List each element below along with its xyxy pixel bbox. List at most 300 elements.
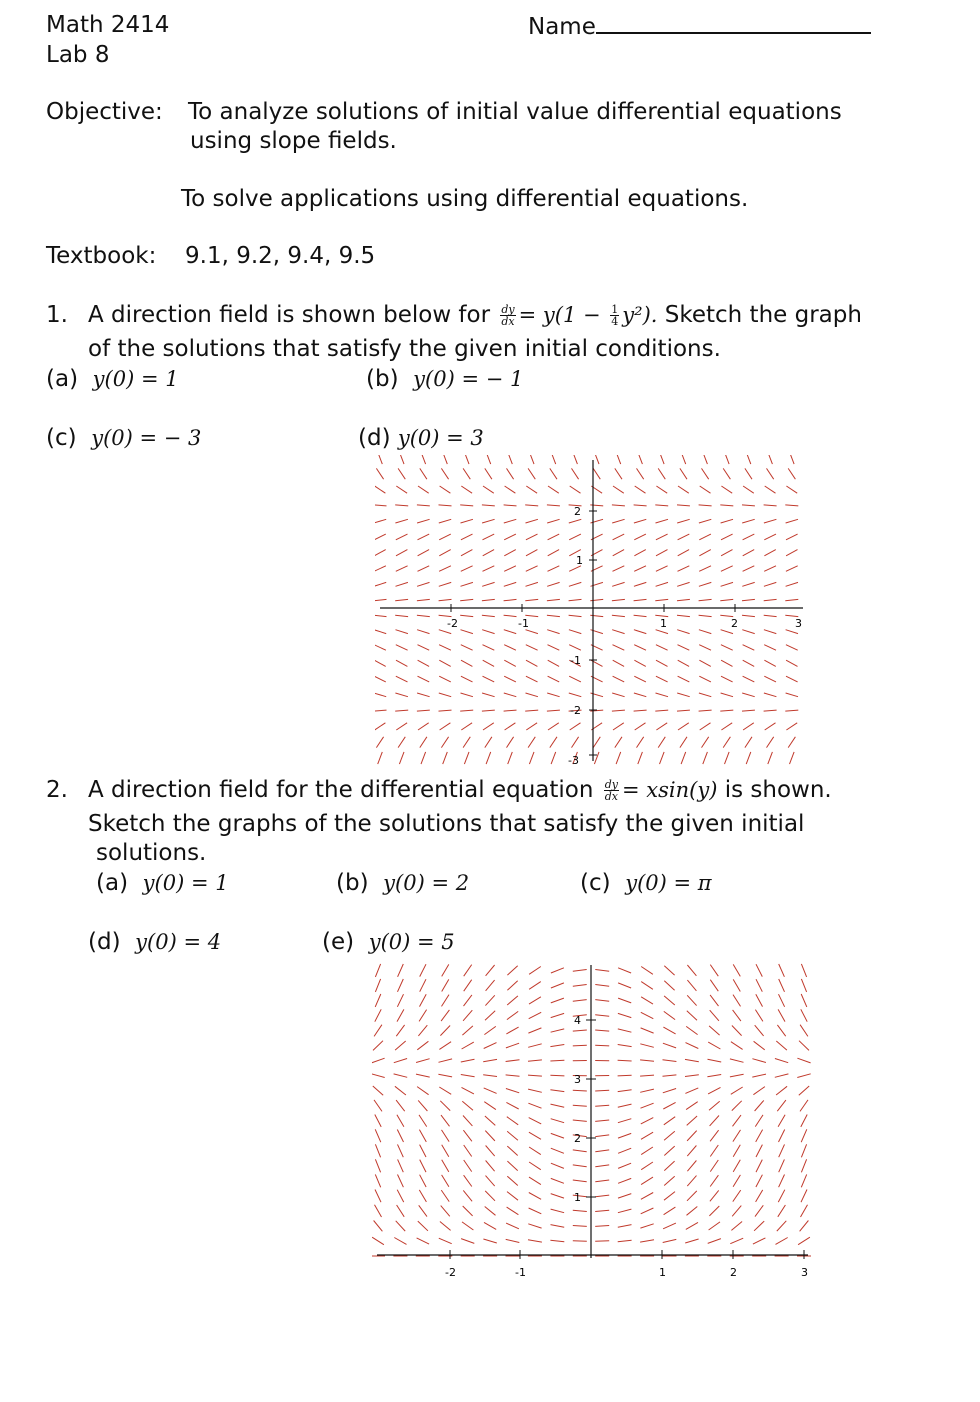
slope-segment — [418, 1100, 427, 1111]
slope-segment — [396, 566, 408, 572]
slope-segment — [550, 1075, 564, 1076]
slope-segment — [638, 752, 643, 764]
slope-segment — [618, 983, 631, 988]
slope-segment — [618, 998, 631, 1003]
slope-segment — [398, 1159, 404, 1172]
slope-segment — [573, 1105, 587, 1106]
slope-segment — [640, 1044, 654, 1048]
slope-segment — [641, 1208, 654, 1214]
slope-segment — [464, 1160, 472, 1172]
slope-segment — [417, 505, 430, 506]
slope-segment — [755, 1115, 763, 1127]
slope-segment — [730, 1059, 744, 1062]
problem-1-equation-end: y²). — [622, 303, 658, 327]
slope-segment — [678, 660, 689, 666]
slope-segment — [417, 693, 430, 697]
slope-segment — [547, 519, 559, 523]
name-field — [528, 12, 871, 40]
slope-segment — [375, 615, 387, 616]
slope-segment — [526, 566, 538, 572]
slope-segment — [634, 645, 646, 651]
slope-segment — [441, 468, 448, 479]
slope-segment — [656, 630, 668, 634]
slope-segment — [573, 985, 587, 987]
slope-segment — [526, 534, 538, 540]
slope-segment — [635, 723, 646, 730]
slope-segment — [710, 1130, 719, 1141]
slope-segment — [551, 1178, 564, 1183]
slope-segment — [660, 455, 665, 464]
slope-segment — [396, 645, 408, 651]
slope-segment — [656, 534, 668, 540]
slope-segment — [742, 599, 755, 600]
x-tick-label: -1 — [515, 1266, 526, 1279]
slope-segment — [677, 615, 690, 616]
slope-segment — [569, 599, 582, 600]
slope-segment — [528, 1089, 542, 1092]
slope-segment — [612, 519, 624, 523]
slope-segment — [656, 660, 668, 666]
slope-segment — [462, 1101, 473, 1110]
slope-segment — [725, 455, 730, 464]
slope-segment — [778, 1190, 785, 1202]
slope-segment — [788, 468, 795, 479]
slope-segment — [764, 615, 777, 616]
slope-segment — [733, 1190, 741, 1202]
slope-segment — [528, 1103, 541, 1108]
slope-segment — [526, 486, 537, 493]
slope-segment — [461, 582, 473, 586]
slope-segment — [461, 1075, 475, 1077]
slope-segment — [395, 693, 408, 697]
slope-segment — [439, 1087, 451, 1094]
slope-segment — [550, 1090, 564, 1092]
slope-segment — [551, 1163, 564, 1168]
slope-segment — [547, 599, 560, 600]
slope-segment — [595, 1150, 609, 1152]
slope-segment — [779, 1130, 785, 1143]
slope-segment — [460, 710, 473, 711]
slope-segment — [529, 1118, 542, 1124]
slope-segment — [764, 710, 777, 711]
slope-segment — [756, 1175, 763, 1187]
slope-segment — [779, 1144, 785, 1157]
slope-segment — [764, 534, 776, 540]
y-ticks — [574, 1014, 596, 1204]
slope-segment — [591, 519, 604, 523]
slope-segment — [551, 1225, 565, 1228]
slope-segment — [372, 1074, 385, 1078]
slope-segment — [656, 693, 669, 697]
slope-segment — [372, 1237, 384, 1245]
slope-segment — [786, 566, 798, 572]
slope-segment — [615, 737, 622, 748]
slope-segment — [663, 1089, 676, 1093]
slope-segment — [767, 468, 774, 479]
slope-segment — [699, 550, 710, 556]
slope-segment — [799, 1041, 809, 1051]
slope-segment — [507, 1131, 518, 1140]
x-tick-label: 3 — [795, 617, 802, 630]
slope-segment — [439, 630, 451, 634]
slope-segment — [656, 566, 668, 572]
slope-segment — [504, 645, 516, 651]
slope-segment — [484, 1043, 497, 1049]
slope-segment — [595, 1120, 609, 1121]
slope-segment — [743, 676, 755, 682]
slope-segment — [590, 615, 603, 616]
slope-segment — [485, 1191, 495, 1201]
slope-segment — [699, 630, 711, 634]
slope-segment — [678, 486, 689, 493]
slope-segment — [394, 1074, 408, 1077]
slope-segment — [461, 660, 472, 666]
slope-segment — [486, 1176, 495, 1187]
slope-segment — [641, 1162, 653, 1170]
slope-segment — [767, 737, 774, 748]
slope-segment — [768, 752, 773, 764]
slope-segment — [439, 710, 452, 711]
slope-segment — [420, 737, 427, 748]
slope-segment — [439, 1238, 452, 1244]
slope-segment — [678, 676, 690, 682]
slope-segment — [664, 981, 674, 991]
slope-segment — [485, 1207, 496, 1216]
slope-segment — [525, 599, 538, 600]
slope-segment — [440, 723, 451, 730]
slope-segment — [375, 645, 386, 651]
slope-segment — [442, 995, 450, 1007]
slope-segment — [464, 1175, 472, 1186]
slope-segment — [461, 693, 473, 697]
slope-segment — [765, 723, 776, 730]
slope-segment — [483, 550, 494, 556]
slope-segment — [702, 737, 709, 748]
slope-segment — [507, 1117, 518, 1125]
slope-segment — [786, 582, 798, 586]
slope-segment — [483, 723, 494, 730]
slope-segment — [797, 1058, 810, 1063]
slope-segment — [483, 1059, 497, 1061]
slope-segment — [801, 964, 806, 977]
slope-segment — [764, 630, 776, 634]
slope-segment — [504, 615, 517, 616]
slope-segment — [464, 980, 472, 992]
slope-segment — [482, 630, 494, 634]
x-tick-label: 3 — [801, 1266, 808, 1279]
slope-segment — [375, 660, 386, 666]
slope-segment — [678, 550, 689, 556]
slope-segment — [439, 550, 450, 556]
problem-2-equation: = xsin(y) — [622, 778, 718, 802]
slope-segment — [756, 994, 763, 1006]
slope-segment — [663, 1102, 675, 1109]
slope-segment — [685, 1059, 699, 1061]
slope-segment — [755, 1010, 763, 1022]
slope-segment — [612, 630, 624, 634]
slope-segment — [482, 519, 495, 523]
slope-segment — [375, 979, 380, 992]
slope-segment — [529, 1147, 541, 1155]
slope-segment — [801, 1174, 806, 1187]
problem-2-text-b: is shown. — [724, 777, 832, 803]
slope-segment — [442, 964, 449, 976]
slope-segment — [551, 998, 564, 1003]
slope-segment — [655, 710, 668, 711]
slope-segment — [699, 710, 712, 711]
slope-segment — [395, 505, 408, 506]
slope-segment — [779, 1159, 785, 1172]
problem-1-part-b: (b) y(0) = − 1 — [366, 366, 524, 392]
slope-segment — [613, 550, 624, 556]
slope-segment — [664, 966, 674, 975]
problem-2-text-c: Sketch the graphs of the solutions that satisfy the given initial — [88, 811, 805, 837]
slope-segment — [641, 1147, 653, 1155]
slope-segment — [641, 982, 653, 990]
slope-segment — [756, 1130, 763, 1142]
slope-segment — [548, 534, 560, 540]
slope-segment — [618, 1133, 631, 1138]
slope-segment — [655, 599, 668, 600]
slope-segment — [573, 970, 587, 972]
slope-segment — [504, 599, 517, 600]
slope-segment — [677, 710, 690, 711]
slope-segment — [800, 1025, 808, 1037]
slope-segment — [801, 1190, 807, 1203]
slope-segment — [376, 737, 383, 748]
slope-segment — [641, 1103, 654, 1108]
slope-segment — [677, 599, 690, 600]
slope-segment — [777, 1025, 785, 1036]
slope-segment — [663, 1075, 677, 1076]
slope-segment — [504, 710, 517, 711]
y-tick-label: -1 — [570, 654, 581, 667]
slope-segment — [507, 468, 514, 479]
slope-segment — [730, 1074, 744, 1077]
slope-segment — [752, 1074, 766, 1077]
slope-segment — [485, 1011, 495, 1021]
slope-segment — [618, 1148, 631, 1153]
slope-segment — [507, 996, 518, 1005]
slope-segment — [507, 981, 517, 991]
slope-segment — [398, 964, 404, 977]
slope-segment — [700, 723, 711, 730]
problem-2-text-d: solutions. — [96, 840, 207, 866]
slope-segment — [421, 752, 426, 764]
slope-segment — [790, 752, 795, 764]
slope-segment — [681, 455, 686, 464]
slope-segment — [709, 1026, 720, 1035]
slope-segment — [687, 1161, 696, 1172]
slope-segment — [612, 599, 625, 600]
slope-segment — [419, 1190, 426, 1202]
slope-segment — [529, 997, 541, 1004]
course-title: Math 2414 — [46, 12, 170, 38]
slope-segment — [686, 1026, 697, 1034]
slope-segment — [687, 980, 696, 991]
slope-segment — [699, 693, 711, 697]
slope-segment — [526, 582, 538, 586]
slope-segment — [420, 1175, 427, 1187]
slope-segment — [551, 455, 556, 464]
slope-segment — [525, 710, 538, 711]
slope-segment — [417, 519, 430, 523]
slope-segment — [550, 1045, 564, 1047]
slope-segment — [699, 534, 711, 540]
slope-segment — [613, 645, 625, 651]
slope-segment — [375, 505, 387, 506]
slope-segment — [786, 519, 798, 523]
slope-segment — [526, 693, 538, 697]
slope-segment — [397, 1009, 404, 1021]
name-label: Name — [528, 14, 596, 40]
slope-segment — [618, 1104, 632, 1107]
slope-segment — [486, 455, 491, 464]
slope-segment — [375, 534, 386, 540]
slope-segment — [418, 676, 430, 682]
slope-segment — [615, 468, 622, 479]
y-tick-label: 1 — [576, 554, 583, 567]
slope-segment — [551, 1013, 564, 1017]
slope-segment — [618, 1029, 632, 1032]
slope-segment — [440, 1222, 451, 1231]
slope-segment — [504, 550, 516, 556]
slope-segment — [463, 1190, 472, 1201]
slope-segment — [634, 519, 646, 523]
slope-segment — [742, 505, 755, 506]
slope-segment — [613, 566, 625, 572]
slope-segment — [483, 1075, 497, 1077]
slope-segment — [595, 1045, 609, 1046]
slope-segment — [745, 468, 752, 479]
slope-segment — [753, 1087, 765, 1095]
slope-segment — [733, 1145, 740, 1157]
slope-segment — [439, 1042, 451, 1050]
slope-segment — [634, 599, 647, 600]
slope-segment — [418, 1221, 428, 1231]
slope-segment — [505, 486, 516, 493]
slope-segment — [462, 1026, 473, 1035]
slope-segment — [801, 1205, 808, 1217]
slope-segment — [394, 1238, 406, 1245]
slope-segment — [485, 468, 492, 479]
slope-segment — [485, 1116, 495, 1125]
slope-segment — [463, 1010, 472, 1021]
problem-2-part-d: (d) y(0) = 4 — [88, 929, 222, 955]
slope-segment — [721, 630, 733, 634]
slope-segment — [506, 1075, 520, 1076]
slope-segment — [548, 486, 559, 493]
slope-segment — [508, 752, 513, 764]
slope-segment — [664, 1146, 674, 1155]
slope-segment — [634, 582, 646, 586]
slope-segment — [785, 505, 798, 506]
slope-segment — [641, 967, 653, 975]
slope-segment — [799, 1086, 809, 1095]
slope-segment — [664, 1117, 675, 1125]
slope-segment — [464, 455, 469, 464]
slope-segment — [441, 1206, 450, 1217]
slope-segment — [526, 550, 537, 556]
slope-segment — [640, 1089, 654, 1092]
slope-segment — [678, 566, 690, 572]
slope-segment — [710, 1190, 719, 1201]
slope-segment — [484, 1026, 495, 1034]
slope-segment — [460, 615, 473, 616]
slope-segment — [573, 1030, 587, 1031]
slope-segment — [526, 676, 538, 682]
problem-1-text-a: A direction field is shown below for — [88, 302, 491, 328]
slope-segment — [720, 710, 733, 711]
slope-segment — [464, 965, 472, 977]
problem-1-coefficient: $\frac{1}{4}$ — [611, 303, 619, 328]
slope-segment — [595, 1015, 609, 1016]
slope-segment — [483, 486, 494, 493]
slope-segment — [776, 1086, 787, 1095]
slope-segment — [640, 1240, 654, 1242]
slope-segment — [572, 737, 579, 748]
slope-segment — [420, 1145, 426, 1157]
slope-segment — [375, 630, 386, 634]
slope-segment — [746, 455, 751, 464]
slope-segment — [375, 1174, 380, 1187]
slope-segment — [664, 1161, 674, 1171]
slope-segment — [504, 693, 517, 697]
y-tick-label: -2 — [570, 704, 581, 717]
slope-segment — [504, 534, 516, 540]
slope-segment — [443, 455, 448, 464]
slope-segment — [785, 599, 798, 600]
slope-segment — [721, 723, 732, 730]
slope-segment — [482, 505, 495, 506]
slope-segment — [742, 519, 755, 523]
slope-segment — [613, 723, 624, 730]
x-tick-label: -2 — [445, 1266, 456, 1279]
problem-1-text-b: Sketch the graph — [664, 302, 862, 328]
slope-segment — [548, 676, 560, 682]
slope-segment — [733, 1115, 742, 1126]
slope-segment — [710, 995, 718, 1006]
slope-segment — [486, 752, 491, 764]
slope-segment — [634, 566, 646, 572]
slope-segment — [756, 1145, 762, 1157]
slope-segment — [775, 1074, 789, 1077]
slope-segment — [573, 1000, 587, 1002]
slope-segment — [396, 723, 407, 730]
slope-segment — [506, 1060, 520, 1062]
slope-segment — [742, 615, 755, 616]
slope-segment — [441, 1190, 449, 1202]
slope-segment — [634, 693, 646, 697]
objective-label: Objective: — [46, 99, 163, 125]
slope-segment — [699, 519, 711, 523]
slope-segment — [573, 1241, 587, 1242]
slope-segment — [595, 1135, 609, 1137]
slope-segment — [484, 1088, 497, 1094]
slope-segment — [486, 1146, 495, 1157]
slope-segment — [613, 676, 625, 682]
slope-segment — [569, 630, 581, 634]
x-tick-label: -1 — [518, 617, 529, 630]
problem-2-direction-field — [372, 960, 812, 1282]
slope-segment — [464, 752, 469, 764]
textbook-sections: 9.1, 9.2, 9.4, 9.5 — [185, 243, 376, 269]
slope-segment — [504, 660, 516, 666]
slope-segment — [396, 660, 407, 666]
slope-segment — [613, 486, 624, 493]
slope-segment — [396, 676, 408, 682]
slope-segment — [640, 1060, 654, 1061]
